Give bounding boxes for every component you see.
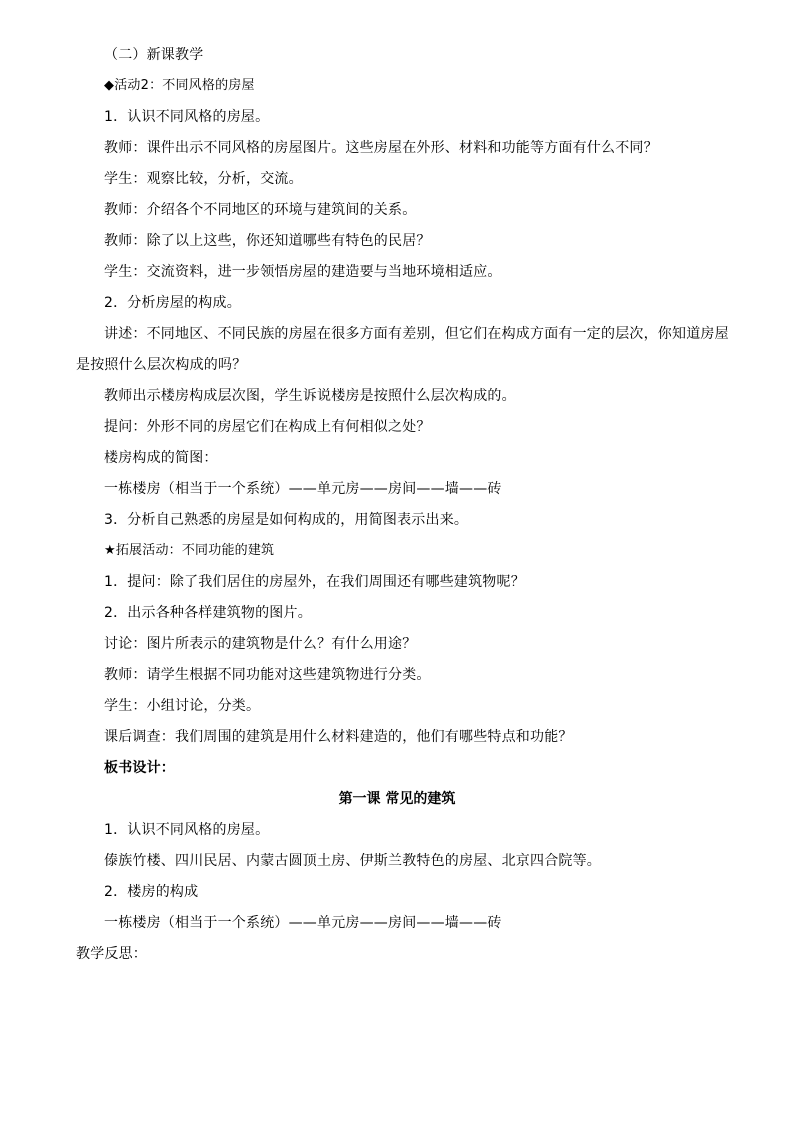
paragraph: 傣族竹楼、四川民居、内蒙古圆顶土房、伊斯兰教特色的房屋、北京四合院等。: [104, 853, 601, 869]
paragraph: 讨论：图片所表示的建筑物是什么？有什么用途？: [104, 636, 417, 652]
paragraph-continuation: 是按照什么层次构成的吗？: [76, 357, 247, 373]
paragraph: 教师出示楼房构成层次图，学生诉说楼房是按照什么层次构成的。: [104, 388, 516, 404]
paragraph: 2．分析房屋的构成。: [104, 295, 241, 311]
activity-heading: ◆活动2：不同风格的房屋: [104, 78, 255, 93]
paragraph: 2．楼房的构成: [104, 884, 199, 900]
paragraph: 1．认识不同风格的房屋。: [104, 822, 270, 838]
paragraph: 1．提问：除了我们居住的房屋外，在我们周围还有哪些建筑物呢？: [104, 574, 525, 590]
paragraph: 1．认识不同风格的房屋。: [104, 109, 270, 125]
structure-diagram-text: 一栋楼房（相当于一个系统）——单元房——房间——墙——砖: [104, 481, 502, 497]
paragraph: 学生：交流资料，进一步领悟房屋的建造要与当地环境相适应。: [104, 264, 502, 280]
paragraph: 讲述：不同地区、不同民族的房屋在很多方面有差别，但它们在构成方面有一定的层次，你知道房屋: [104, 326, 729, 342]
structure-diagram-text: 一栋楼房（相当于一个系统）——单元房——房间——墙——砖: [104, 915, 502, 931]
paragraph: 学生：小组讨论，分类。: [104, 698, 261, 714]
reflection-heading: 教学反思：: [76, 946, 147, 962]
paragraph: 3．分析自己熟悉的房屋是如何构成的，用简图表示出来。: [104, 512, 469, 528]
paragraph: 2．出示各种各样建筑物的图片。: [104, 605, 312, 621]
section-heading: （二）新课教学: [104, 47, 204, 63]
paragraph: 课后调查：我们周围的建筑是用什么材料建造的，他们有哪些特点和功能？: [104, 729, 573, 745]
paragraph: 教师：请学生根据不同功能对这些建筑物进行分类。: [104, 667, 431, 683]
paragraph: 提问：外形不同的房屋它们在构成上有何相似之处？: [104, 419, 431, 435]
paragraph: 学生：观察比较，分析，交流。: [104, 171, 303, 187]
paragraph: 教师：除了以上这些，你还知道哪些有特色的民居？: [104, 233, 431, 249]
paragraph: 教师：介绍各个不同地区的环境与建筑间的关系。: [104, 202, 417, 218]
paragraph: 楼房构成的简图：: [104, 450, 218, 466]
board-design-heading: 板书设计：: [104, 760, 175, 776]
board-title: 第一课 常见的建筑: [338, 791, 456, 807]
paragraph: 教师：课件出示不同风格的房屋图片。这些房屋在外形、材料和功能等方面有什么不同？: [104, 140, 658, 156]
extension-activity-heading: ★拓展活动：不同功能的建筑: [104, 543, 275, 558]
